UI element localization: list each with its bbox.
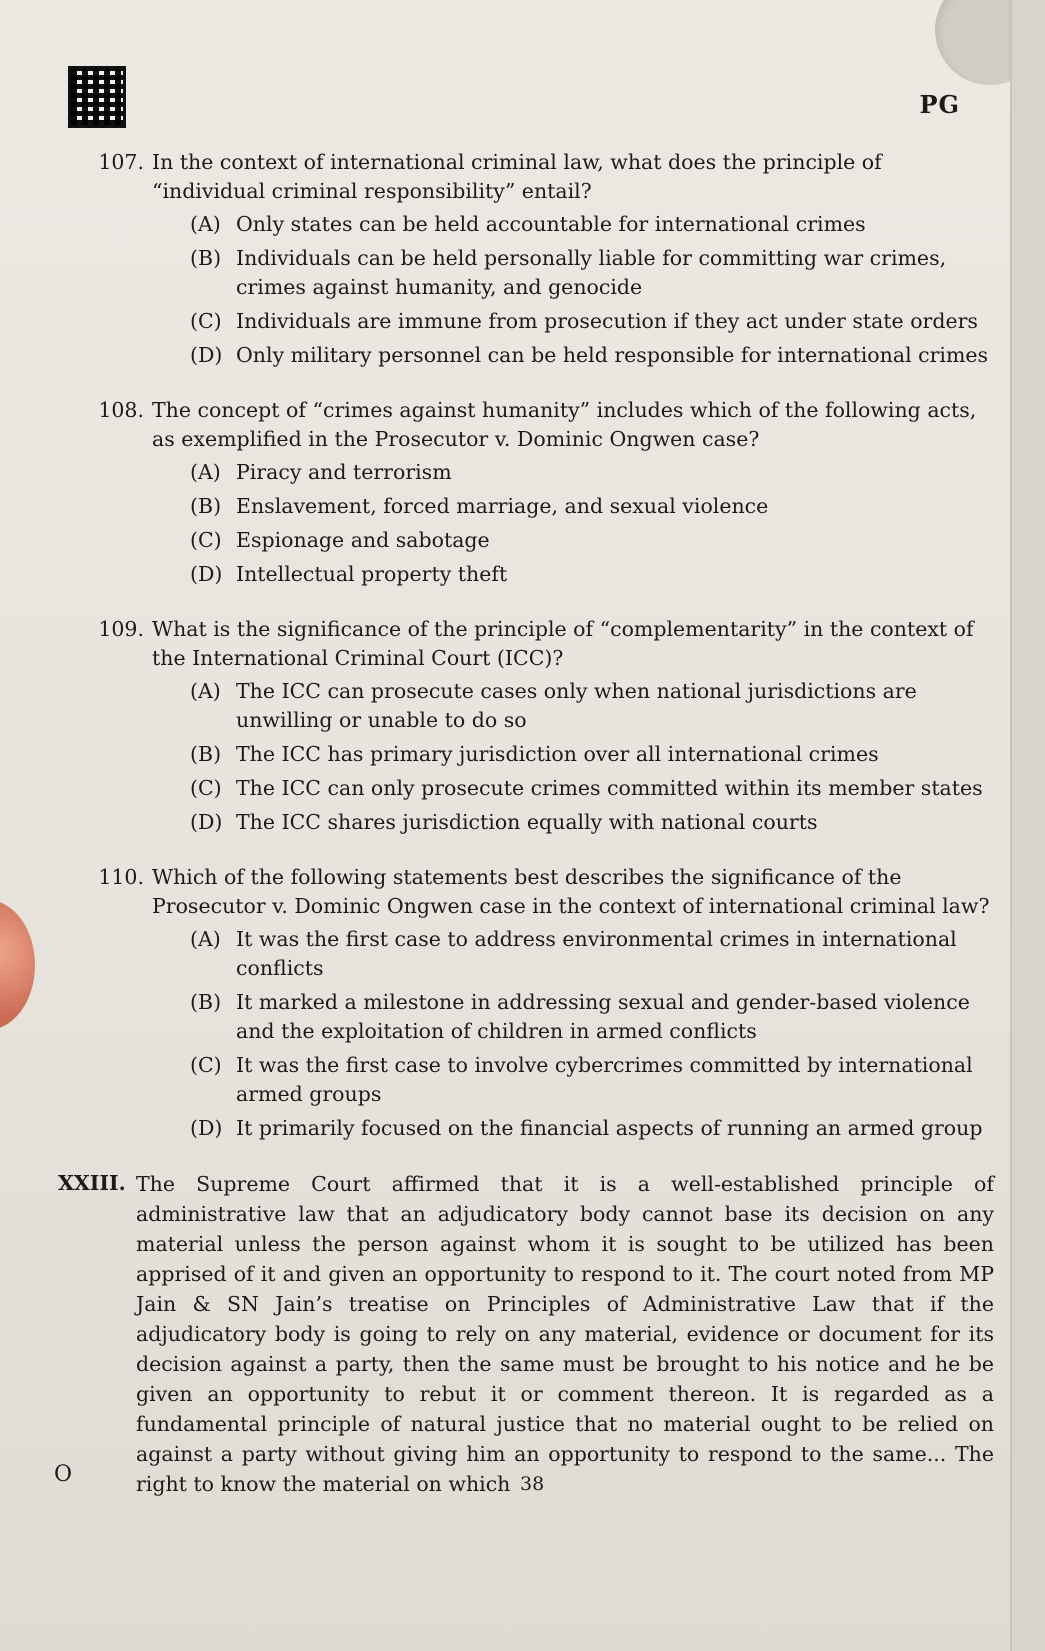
- question-110: [58, 863, 1008, 1143]
- question-number: 110.: [98, 865, 144, 889]
- section-number: XXIII.: [58, 1171, 126, 1195]
- passage-section: [58, 1169, 1008, 1499]
- option-text: Only military personnel can be held responsible for international crimes: [236, 343, 989, 367]
- option-list: [190, 210, 1008, 370]
- option-list: [190, 677, 1008, 837]
- option-text: It was the first case to address environmental crimes in international conflicts: [236, 927, 957, 980]
- option-c: [190, 526, 1008, 555]
- option-text: Only states can be held accountable for international crimes: [236, 212, 866, 236]
- option-c: [190, 1051, 1008, 1109]
- option-text: Individuals are immune from prosecution if they act under state orders: [236, 309, 978, 333]
- question-text: Which of the following statements best describes the significance of the Prosecutor v. Dominic Ongwen case in the context of international criminal law?: [152, 865, 990, 918]
- option-d: [190, 560, 1008, 589]
- passage-text: The Supreme Court affirmed that it is a well-established principle of administrative law that an adjudicatory body cannot base its decision on any material unless the person against whom it is sought to be utilized has been apprised of it and given an opportunity to respond to it. The court noted from MP Jain & SN Jain’s treatise on Principles of Administrative Law that if the adjudicatory body is going to rely on any material, evidence or document for its decision against a party, then the same must be brought to his notice and he be given an opportunity to rebut it or comment thereon. It is regarded as a fundamental principle of natural justice that no material ought to be relied on against a party without giving him an opportunity to respond to the same... The right to know the material on which: [136, 1172, 994, 1496]
- option-label: (D): [190, 810, 223, 834]
- option-label: (A): [190, 460, 221, 484]
- option-b: [190, 988, 1008, 1046]
- question-number: 109.: [98, 617, 144, 641]
- option-a: [190, 925, 1008, 983]
- option-c: [190, 307, 1008, 336]
- question-107: [58, 148, 1008, 370]
- option-text: Intellectual property theft: [236, 562, 508, 586]
- question-text: The concept of “crimes against humanity” includes which of the following acts, as exemplified in the Prosecutor v. Dominic Ongwen case?: [152, 398, 977, 451]
- option-a: [190, 677, 1008, 735]
- option-label: (B): [190, 246, 222, 270]
- option-label: (D): [190, 343, 223, 367]
- option-d: [190, 1114, 1008, 1143]
- option-label: (C): [190, 776, 222, 800]
- page-content: [58, 148, 1008, 1499]
- page-corner: [935, 0, 1012, 85]
- footer-mark: O: [54, 1462, 73, 1487]
- option-list: [190, 925, 1008, 1143]
- option-c: [190, 774, 1008, 803]
- option-a: [190, 458, 1008, 487]
- option-text: The ICC can prosecute cases only when national jurisdictions are unwilling or unable to do so: [236, 679, 917, 732]
- option-list: [190, 458, 1008, 589]
- option-text: It primarily focused on the financial aspects of running an armed group: [236, 1116, 983, 1140]
- option-d: [190, 341, 1008, 370]
- option-text: The ICC has primary jurisdiction over all international crimes: [236, 742, 879, 766]
- page-number: 38: [520, 1473, 545, 1495]
- option-label: (A): [190, 212, 221, 236]
- question-text: What is the significance of the principle of “complementarity” in the context of the International Criminal Court (ICC)?: [152, 617, 974, 670]
- option-label: (B): [190, 742, 222, 766]
- option-label: (D): [190, 1116, 223, 1140]
- option-text: Espionage and sabotage: [236, 528, 490, 552]
- option-text: Piracy and terrorism: [236, 460, 452, 484]
- option-label: (B): [190, 494, 222, 518]
- option-text: Enslavement, forced marriage, and sexual violence: [236, 494, 769, 518]
- option-text: It was the first case to involve cybercrimes committed by international armed groups: [236, 1053, 973, 1106]
- paper-code: PG: [919, 90, 960, 119]
- thumb-edge: [0, 900, 35, 1030]
- question-108: [58, 396, 1008, 589]
- question-number: 108.: [98, 398, 144, 422]
- question-number: 107.: [98, 150, 144, 174]
- option-label: (D): [190, 562, 223, 586]
- option-label: (C): [190, 309, 222, 333]
- option-label: (A): [190, 927, 221, 951]
- option-label: (C): [190, 1053, 222, 1077]
- question-text: In the context of international criminal law, what does the principle of “individual criminal responsibility” entail?: [152, 150, 882, 203]
- option-text: The ICC shares jurisdiction equally with national courts: [236, 810, 818, 834]
- option-b: [190, 492, 1008, 521]
- option-d: [190, 808, 1008, 837]
- option-text: It marked a milestone in addressing sexual and gender-based violence and the exploitation of children in armed conflicts: [236, 990, 970, 1043]
- question-109: [58, 615, 1008, 837]
- option-label: (B): [190, 990, 222, 1014]
- option-text: Individuals can be held personally liable for committing war crimes, crimes against humanity, and genocide: [236, 246, 947, 299]
- option-a: [190, 210, 1008, 239]
- option-b: [190, 740, 1008, 769]
- option-label: (C): [190, 528, 222, 552]
- option-text: The ICC can only prosecute crimes committed within its member states: [236, 776, 983, 800]
- option-b: [190, 244, 1008, 302]
- option-label: (A): [190, 679, 221, 703]
- datamatrix-code-icon: [68, 66, 126, 128]
